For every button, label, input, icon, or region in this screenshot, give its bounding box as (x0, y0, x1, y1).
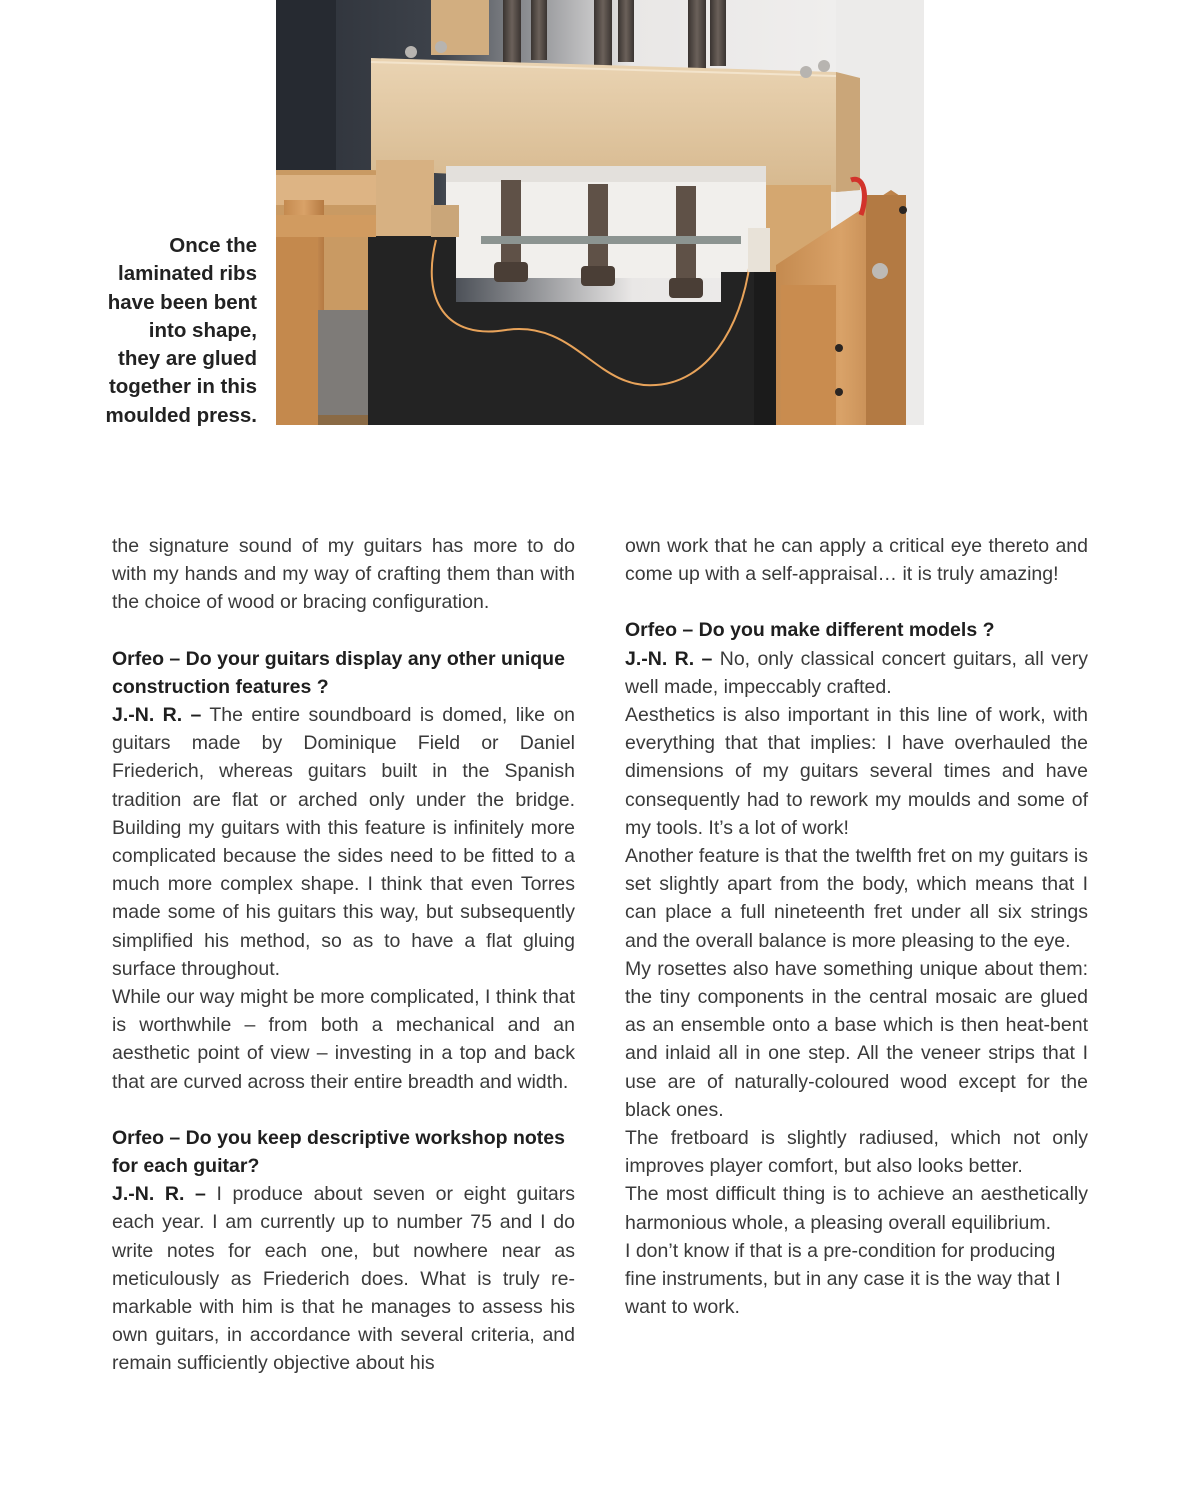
paragraph: the signature sound of my guitars has more to do with my hands and my way of crafting them than with the choice of wood or bracing configuration. (112, 535, 575, 614)
paragraph: The fretboard is slightly radiused, which not only improves player comfort, but also looks better. (625, 1127, 1088, 1178)
answer-paragraph (112, 701, 575, 983)
question-heading: Orfeo – Do you keep descriptive workshop notes for each guitar? (112, 1126, 565, 1178)
caption-line: together in this (108, 375, 257, 399)
answer-text: I produce about seven or eight guitars each year. I am currently up to number 75 and I do write notes for each one, but nowhere near as meticulously as Friederich does. What is truly remarkable with him is that he manages to assess his own guitars, in accordance with several criteria, and remain sufficiently objective about his (112, 1183, 576, 1375)
answer-text: The entire soundboard is domed, like on guitars made by Dominique Field or Daniel Friederich, whereas guitars built in the Spanish tradition are flat or arched only under the bridge. Building my guitars with this feature is infinitely more complicated because the sides need to be fitted to a much more complex shape. I think that even Torres made some of his guitars this way, but subsequently simplified his method, so as to have a flat gluing surface throughout. (112, 704, 576, 980)
paragraph: I don’t know if that is a pre-condition for producing fine instruments, but in any case it is the way that I want to work. (625, 1239, 1061, 1319)
text-column-left (112, 532, 575, 1378)
caption-line: they are glued (118, 347, 257, 371)
paragraph: own work that he can apply a critical eye thereto and come up with a self-appraisal… it is truly amazing! (625, 535, 1088, 586)
answer-paragraph (112, 1180, 575, 1377)
moulded-press-photo (276, 0, 924, 425)
threaded-rod (503, 0, 521, 66)
text-column-right (625, 532, 1088, 1321)
speaker-label: J.-N. R. – (625, 647, 713, 670)
paragraph: The most difficult thing is to achieve an aesthetically harmonious whole, a pleasing overall equilibrium. (625, 1183, 1088, 1234)
press-illustration (276, 0, 924, 425)
photo-caption (60, 232, 257, 430)
question-heading: Orfeo – Do you make different models ? (625, 619, 995, 642)
paragraph: My rosettes also have something unique about them: the tiny components in the central mosaic are glued as an ensemble onto a base which is then heat-bent and inlaid all in one step. All the veneer strips that I use are of naturally-coloured wood except for the black ones. (625, 957, 1088, 1121)
paragraph: Another feature is that the twelfth fret on my guitars is set slightly apart from the body, which means that I can place a full nineteenth fret under all six strings and the overall balance is more pleasing to the eye. (625, 845, 1088, 952)
caption-line: into shape, (148, 318, 257, 342)
caption-line: have been bent (107, 290, 257, 314)
caption-line: laminated ribs (118, 262, 257, 286)
speaker-label: J.-N. R. – (112, 704, 202, 727)
paragraph: Aesthetics is also important in this line of work, with everything that that implies: I have overhauled the dimensions of my guitars several times and have consequently had to rework my moulds and some of my tools. It’s a lot of work! (625, 704, 1088, 839)
answer-paragraph (625, 645, 1088, 701)
paragraph: While our way might be more complicated, I think that is worthwhile – from both a mechanical and an aesthetic point of view – investing in a top and back that are curved across their entire breadth and width. (112, 986, 575, 1093)
answer-text: No, only classical concert guitars, all very well made, impeccably crafted. (625, 647, 1089, 698)
speaker-label: J.-N. R. – (112, 1183, 206, 1206)
caption-line: moulded press. (105, 403, 257, 427)
question-heading: Orfeo – Do your guitars display any other unique construction features ? (112, 647, 565, 698)
clamp-screw (501, 180, 521, 270)
caption-line: Once the (169, 234, 257, 257)
